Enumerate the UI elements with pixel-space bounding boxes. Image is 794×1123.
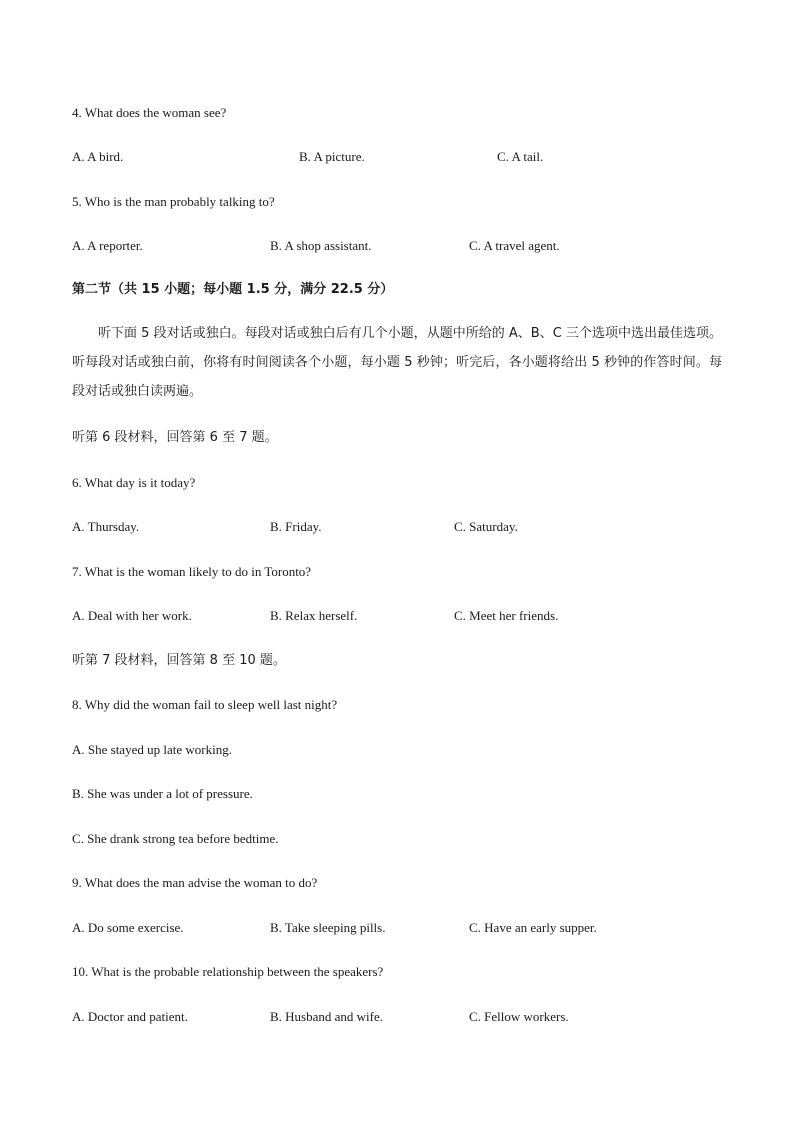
question-4-option-b: B. A picture. [299,149,365,164]
material-6-instruction: 听第 6 段材料，回答第 6 至 7 题。 [72,430,278,445]
question-5-option-c: C. A travel agent. [469,238,560,253]
question-6-option-b: B. Friday. [270,519,322,534]
question-5-option-b: B. A shop assistant. [270,238,372,253]
material-7-instruction: 听第 7 段材料，回答第 8 至 10 题。 [72,653,286,668]
question-8-option-c: C. She drank strong tea before bedtime. [72,831,279,846]
question-9-option-c: C. Have an early supper. [469,920,597,935]
question-7-option-a: A. Deal with her work. [72,608,192,623]
question-9-prompt: 9. What does the man advise the woman to do? [72,875,318,890]
question-4-prompt: 4. What does the woman see? [72,105,227,120]
question-5-option-a: A. A reporter. [72,238,143,253]
section-heading: 第二节（共 15 小题；每小题 1.5 分，满分 22.5 分） [72,282,394,297]
section-instructions: 听下面 5 段对话或独白。每段对话或独白后有几个小题，从题中所给的 A、B、C 三个选项中选出最佳选项。听每段对话或独白前，你将有时间阅读各个小题，每小题 5 秒钟；听完后，各小题将给出 5 秒钟的作答时间。每段对话或独白读两遍。 [72,326,722,399]
question-8-prompt: 8. Why did the woman fail to sleep well last night? [72,697,338,712]
question-8-option-b: B. She was under a lot of pressure. [72,786,253,801]
question-10-prompt: 10. What is the probable relationship between the speakers? [72,964,384,979]
question-10-option-c: C. Fellow workers. [469,1009,569,1024]
question-5-prompt: 5. Who is the man probably talking to? [72,194,275,209]
question-6-option-a: A. Thursday. [72,519,140,534]
question-9-option-b: B. Take sleeping pills. [270,920,386,935]
question-6-prompt: 6. What day is it today? [72,475,196,490]
question-6-option-c: C. Saturday. [454,519,518,534]
question-9-option-a: A. Do some exercise. [72,920,184,935]
question-10-option-a: A. Doctor and patient. [72,1009,188,1024]
question-4-option-c: C. A tail. [497,149,544,164]
question-7-prompt: 7. What is the woman likely to do in Toronto? [72,564,312,579]
question-4-option-a: A. A bird. [72,149,124,164]
question-7-option-c: C. Meet her friends. [454,608,559,623]
question-8-option-a: A. She stayed up late working. [72,742,232,757]
question-7-option-b: B. Relax herself. [270,608,358,623]
question-10-option-b: B. Husband and wife. [270,1009,384,1024]
